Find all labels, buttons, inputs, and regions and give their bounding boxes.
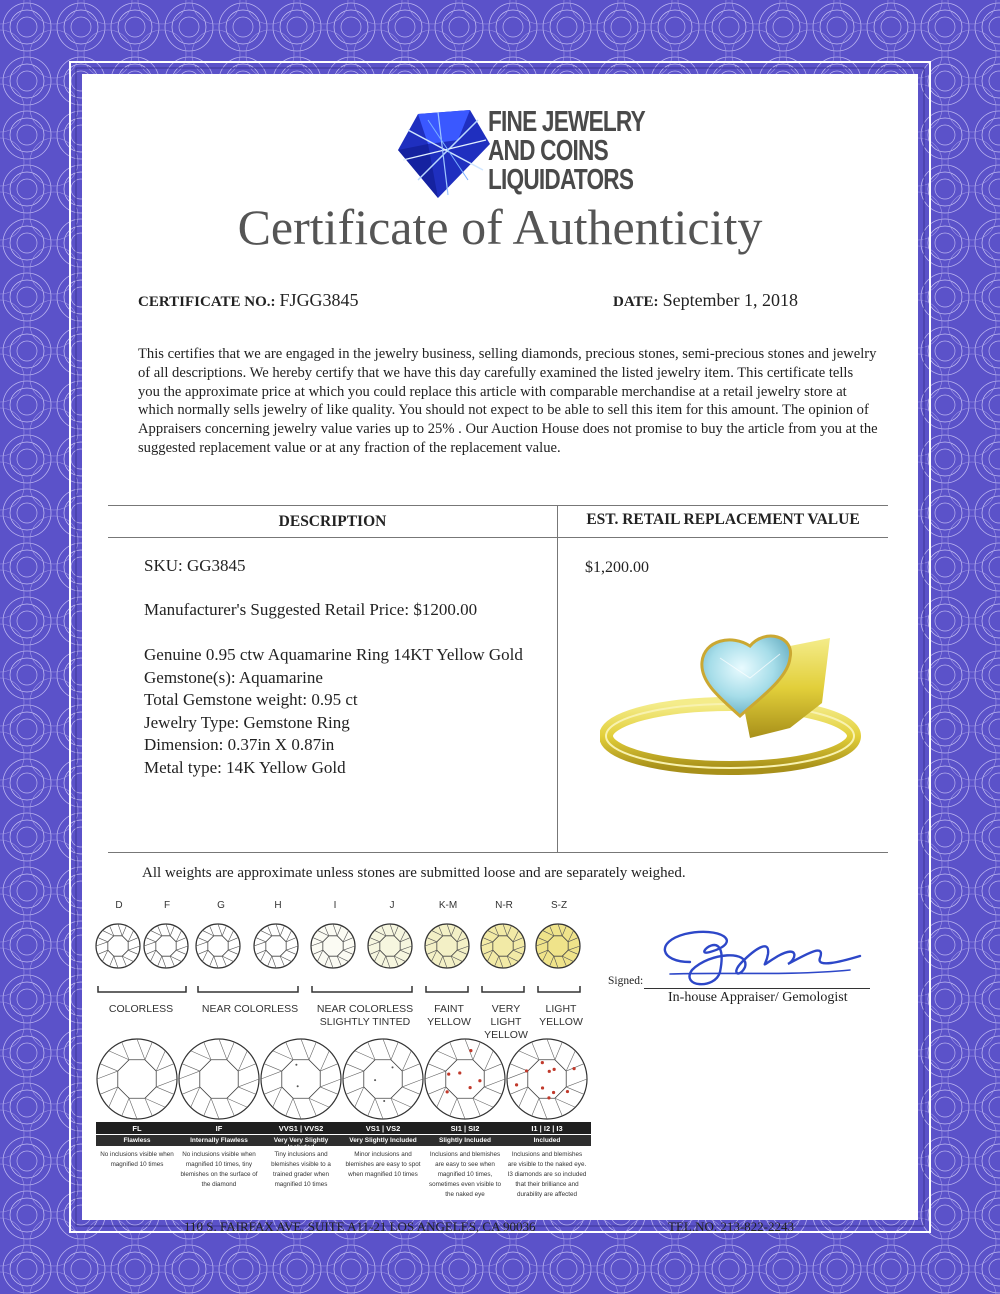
color-grade-diamond-icon xyxy=(144,924,188,968)
table-column-divider xyxy=(557,505,558,852)
detail-line: Total Gemstone weight: 0.95 ct xyxy=(144,690,358,709)
footer-address: 110 S. FAIRFAX AVE. SUITE A11-21 LOS ANGELES, CA 90036 xyxy=(184,1219,536,1234)
logo-line-1: FINE JEWELRY xyxy=(488,106,645,138)
clarity-grade-diamonds xyxy=(96,1034,592,1124)
clarity-code: IF xyxy=(215,1124,223,1133)
description-header: DESCRIPTION xyxy=(278,513,387,530)
color-category-bracket xyxy=(198,986,298,992)
appraiser-title: In-house Appraiser/ Gemologist xyxy=(668,990,848,1005)
clarity-grade-diamond-icon xyxy=(343,1039,423,1119)
certificate-number-label: CERTIFICATE NO.: xyxy=(138,294,276,310)
clarity-description: Tiny inclusions and blemishes visible to a trained grader when magnified 10 times xyxy=(271,1151,331,1188)
color-grade-letter: J xyxy=(389,900,395,911)
logo-line-2: AND COINS xyxy=(488,135,608,167)
certificate-date xyxy=(613,290,798,311)
weights-note: All weights are approximate unless stones are submitted loose and are separately weighed. xyxy=(142,865,686,881)
clarity-grade-diamond-icon xyxy=(179,1039,259,1119)
color-category-bracket xyxy=(482,986,524,992)
color-grade-letter: G xyxy=(217,900,225,911)
clarity-description: No inclusions visible when magnified 10 times, tiny blemishes on the surface of the diamond xyxy=(180,1151,258,1188)
detail-line: Dimension: 0.37in X 0.87in xyxy=(144,735,335,754)
clarity-code: VS1 | VS2 xyxy=(365,1124,401,1133)
color-grade-letter: N-R xyxy=(495,900,513,911)
clarity-code: FL xyxy=(132,1124,142,1133)
clarity-grade-diamond-icon xyxy=(507,1039,587,1119)
detail-line: Jewelry Type: Gemstone Ring xyxy=(144,712,350,732)
clarity-code: SI1 | SI2 xyxy=(450,1124,480,1133)
clarity-name: Internally Flawless xyxy=(190,1137,248,1144)
replacement-value: $1,200.00 xyxy=(585,559,649,576)
clarity-grade-diamond-icon xyxy=(261,1039,341,1119)
sku: SKU: GG3845 xyxy=(144,556,246,575)
date-label: DATE: xyxy=(613,294,659,310)
logo-line-3: LIQUIDATORS xyxy=(488,164,634,196)
color-grade-diamond-icon xyxy=(311,924,355,968)
page-title: Certificate of Authenticity xyxy=(237,199,763,255)
detail-line: Genuine 0.95 ctw Aquamarine Ring 14KT Yellow Gold xyxy=(144,645,523,664)
diamond-logo-icon xyxy=(398,110,490,200)
color-category-bracket xyxy=(98,986,186,992)
color-category: LIGHT YELLOW xyxy=(539,1003,583,1028)
clarity-name: Flawless xyxy=(123,1137,151,1144)
color-grade-diamond-icon xyxy=(425,924,469,968)
aquamarine-ring-image xyxy=(600,618,880,788)
color-grade-letter: I xyxy=(333,900,337,911)
color-category-bracket xyxy=(426,986,468,992)
table-header-border xyxy=(108,537,888,538)
color-grade-letter: D xyxy=(115,900,123,911)
clarity-description: Inclusions and blemishes are visible to the naked eye. I3 diamonds are so included that their brilliance and durability are affected xyxy=(507,1151,587,1198)
value-header: EST. RETAIL REPLACEMENT VALUE xyxy=(586,511,860,528)
clarity-grade-diamond-icon xyxy=(97,1039,177,1119)
logo-text xyxy=(488,108,645,195)
clarity-name: Very Very Slightly Included xyxy=(273,1137,329,1151)
certification-statement: This certifies that we are engaged in the jewelry business, selling diamonds, precious stones, semi-precious stones and jewelry of all descriptions. We hereby certify that we have this day carefully examined the listed jewelry item. This certificate tells you the approximate price at which you could replace this article with comparable merchandise at a retail jewelry store at which normally sells jewelry of like quality. You should not expect to be able to sell this item for this amount. The opinion of Appraisers concerning jewelry value varies up to 25% . Our Auction House does not promise to buy the article from you at the suggested replacement value or at any fraction of the replacement value. xyxy=(138,346,878,456)
clarity-name: Very Slightly Included xyxy=(349,1137,417,1144)
color-category: NEAR COLORLESS SLIGHTLY TINTED xyxy=(316,1003,414,1028)
msrp: Manufacturer's Suggested Retail Price: $1200.00 xyxy=(144,600,478,619)
color-category-bracket xyxy=(538,986,580,992)
clarity-grade-diamond-icon xyxy=(425,1039,505,1119)
clarity-description: Inclusions and blemishes are easy to see when magnified 10 times, sometimes even visible to the naked eye xyxy=(428,1151,502,1198)
color-grade-diamond-icon xyxy=(368,924,412,968)
color-grade-letter: H xyxy=(274,900,282,911)
color-grade-letter: F xyxy=(163,900,171,911)
color-grade-diamond-icon xyxy=(96,924,140,968)
clarity-name: Slightly Included xyxy=(438,1137,491,1144)
color-grade-diamonds xyxy=(90,916,600,996)
clarity-description: Minor inclusions and blemishes are easy to spot when magnified 10 times xyxy=(345,1151,421,1178)
color-category: VERY LIGHT YELLOW xyxy=(484,1003,528,1041)
color-category-bracket xyxy=(312,986,412,992)
color-grade-diamond-icon xyxy=(536,924,580,968)
color-category: NEAR COLORLESS xyxy=(201,1003,299,1015)
color-grade-diamond-icon xyxy=(481,924,525,968)
clarity-name: Included xyxy=(533,1137,561,1144)
color-category: FAINT YELLOW xyxy=(427,1003,471,1028)
item-details xyxy=(144,644,523,779)
clarity-code: I1 | I2 | I3 xyxy=(531,1124,563,1133)
color-category: COLORLESS xyxy=(108,1003,174,1015)
table-top-border xyxy=(108,505,888,506)
clarity-description: No inclusions visible when magnified 10 times xyxy=(100,1151,174,1168)
signed-label: Signed: xyxy=(608,975,644,987)
handwritten-signature xyxy=(650,912,865,994)
color-grade-letter: S-Z xyxy=(550,900,568,911)
detail-line: Gemstone(s): Aquamarine xyxy=(144,667,323,687)
certificate-number-value: FJGG3845 xyxy=(279,290,359,310)
color-grade-diamond-icon xyxy=(196,924,240,968)
clarity-code: VVS1 | VVS2 xyxy=(278,1124,324,1133)
color-grade-diamond-icon xyxy=(254,924,298,968)
detail-line: Metal type: 14K Yellow Gold xyxy=(144,757,346,777)
footer-telephone: TEL.NO. 213-822-2243 xyxy=(668,1219,795,1234)
date-value: September 1, 2018 xyxy=(662,290,799,310)
certificate-number xyxy=(138,290,359,311)
table-bottom-border xyxy=(108,852,888,853)
color-grade-letter: K-M xyxy=(438,900,458,911)
